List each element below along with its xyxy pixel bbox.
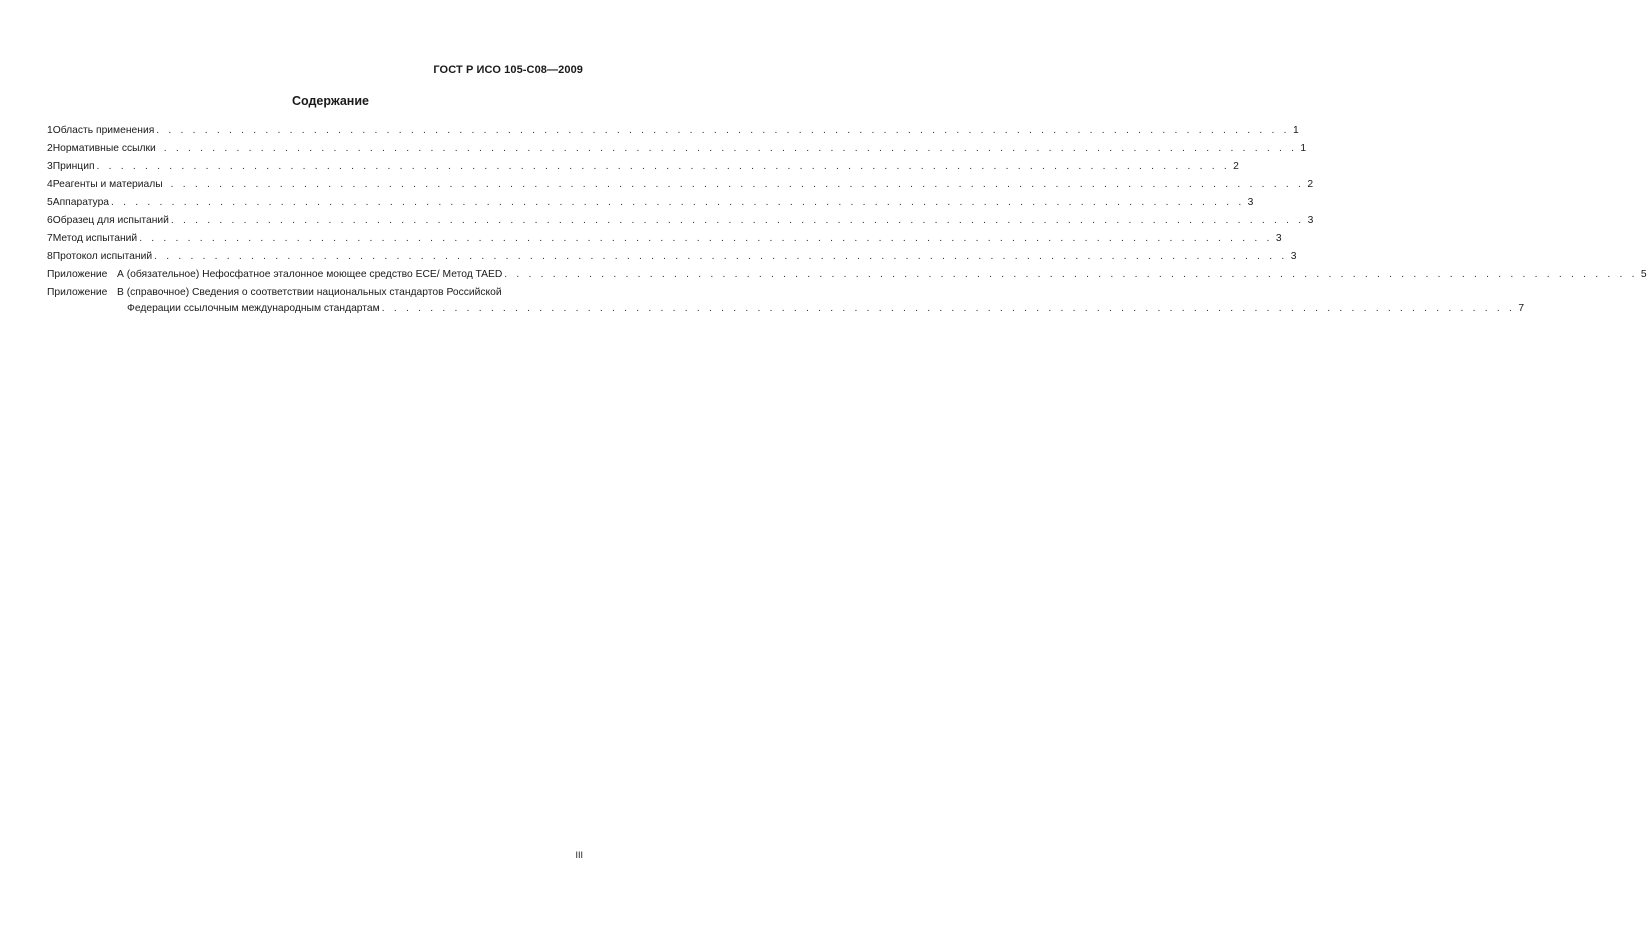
toc-leader-dots: . . . . . . . . . . . . . . . . . . . . . . . . . . . . . . . . . . . . . . . . . . . . . . . . . . . . . . . . . . . . . . . . . . . . . . . . . . . . . . . . . . . . . . . . . . . . . . xyxy=(156,125,1290,136)
toc-item-label: Образец для испытаний xyxy=(52,215,169,226)
appendix-page: 5 xyxy=(1640,269,1647,280)
toc-appendix-item[interactable] xyxy=(47,284,1525,317)
toc-item[interactable] xyxy=(47,176,1314,194)
toc-item-label: Принцип xyxy=(52,161,95,172)
appendix-prefix: Приложение xyxy=(47,269,108,280)
appendix-prefix: Приложение xyxy=(47,287,108,298)
toc-item-number: 7 xyxy=(47,233,53,244)
toc-item-label: Аппаратура xyxy=(52,197,110,208)
page-number: III xyxy=(575,850,583,860)
toc-appendix-item[interactable] xyxy=(47,266,1647,284)
toc-item-label: Реагенты и материалы xyxy=(52,179,163,190)
toc-item[interactable] xyxy=(47,212,1314,230)
toc-item-label: Область применения xyxy=(52,125,155,136)
toc-leader-dots: . . . . . . . . . . . . . . . . . . . . . . . . . . . . . . . . . . . . . . . . . . . . . . . . . . . . . . . . . . . . . . . . . . . . . . . . . . . . . . . . . . . . . . . . . . . . . . xyxy=(96,161,1230,172)
toc-item-page: 3 xyxy=(1307,215,1314,226)
appendix-label: А (обязательное) Нефосфатное эталонное моющее средство ЕСЕ/ Метод TAED xyxy=(117,269,503,280)
toc-item-label: Метод испытаний xyxy=(52,233,138,244)
toc-item-page: 2 xyxy=(1307,179,1314,190)
toc-item-number: 5 xyxy=(47,197,53,208)
toc-item-page: 2 xyxy=(1233,161,1239,172)
toc-item[interactable] xyxy=(47,194,1254,212)
toc-item-page: 3 xyxy=(1275,233,1282,244)
toc-item-number: 6 xyxy=(47,215,53,226)
toc-leader-dots: . . . . . . . . . . . . . . . . . . . . . . . . . . . . . . . . . . . . . . . . . . . . . . . . . . . . . . . . . . . . . . . . . . . . . . . . . . . . . . . . . . . . . . . . . . . . . . xyxy=(139,233,1273,244)
toc-item-page: 3 xyxy=(1290,251,1297,262)
toc-item[interactable] xyxy=(47,122,1299,140)
toc-item-number: 1 xyxy=(47,125,53,136)
document-id-header: ГОСТ Р ИСО 105-С08—2009 xyxy=(433,64,583,76)
toc-leader-dots: . . . . . . . . . . . . . . . . . . . . . . . . . . . . . . . . . . . . . . . . . . . . . . . . . . . . . . . . . . . . . . . . . . . . . . . . . . . . . . . . . . . . . . . . . . . . . . xyxy=(170,179,1305,190)
toc-leader-dots: . . . . . . . . . . . . . . . . . . . . . . . . . . . . . . . . . . . . . . . . . . . . . . . . . . . . . . . . . . . . . . . . . . . . . . . . . . . . . . . . . . . . . . . . . . . . . . xyxy=(163,143,1298,154)
toc-item-label: Протокол испытаний xyxy=(52,251,153,262)
toc-item-number: 2 xyxy=(47,143,53,154)
toc-item-number: 4 xyxy=(47,179,53,190)
toc-item-number: 3 xyxy=(47,161,53,172)
toc-item-page: 3 xyxy=(1247,197,1254,208)
toc-item[interactable] xyxy=(47,158,1239,176)
toc-item-number: 8 xyxy=(47,251,53,262)
appendix-page: 7 xyxy=(1518,303,1525,314)
table-of-contents xyxy=(47,122,1647,317)
toc-leader-dots: . . . . . . . . . . . . . . . . . . . . . . . . . . . . . . . . . . . . . . . . . . . . . . . . . . . . . . . . . . . . . . . . . . . . . . . . . . . . . . . . . . . . . . . . . . . . . . xyxy=(170,215,1305,226)
toc-item[interactable] xyxy=(47,140,1307,158)
toc-leader-dots: . . . . . . . . . . . . . . . . . . . . . . . . . . . . . . . . . . . . . . . . . . . . . . . . . . . . . . . . . . . . . . . . . . . . . . . . . . . . . . . . . . . . . . . . . . . . . . xyxy=(111,197,1245,208)
toc-leader-dots: . . . . . . . . . . . . . . . . . . . . . . . . . . . . . . . . . . . . . . . . . . . . . . . . . . . . . . . . . . . . . . . . . . . . . . . . . . . . . . . . . . . . . . . . . . . . . . xyxy=(154,251,1288,262)
toc-item-label: Нормативные ссылки xyxy=(52,143,156,154)
toc-leader-dots: . . . . . . . . . . . . . . . . . . . . . . . . . . . . . . . . . . . . . . . . . . . . . . . . . . . . . . . . . . . . . . . . . . . . . . . . . . . . . . . . . . . . . . . . . . . . . . xyxy=(381,303,1516,314)
toc-item[interactable] xyxy=(47,230,1282,248)
toc-title: Содержание xyxy=(291,94,369,108)
toc-item-page: 1 xyxy=(1300,143,1307,154)
appendix-label: В (справочное) Сведения о соответствии национальных стандартов Российской xyxy=(117,287,502,298)
toc-leader-dots: . . . . . . . . . . . . . . . . . . . . . . . . . . . . . . . . . . . . . . . . . . . . . . . . . . . . . . . . . . . . . . . . . . . . . . . . . . . . . . . . . . . . . . . . . . . . . . xyxy=(504,269,1638,280)
toc-item[interactable] xyxy=(47,248,1297,266)
appendix-label-continued: Федерации ссылочным международным стандартам xyxy=(127,303,380,314)
toc-item-page: 1 xyxy=(1292,125,1299,136)
